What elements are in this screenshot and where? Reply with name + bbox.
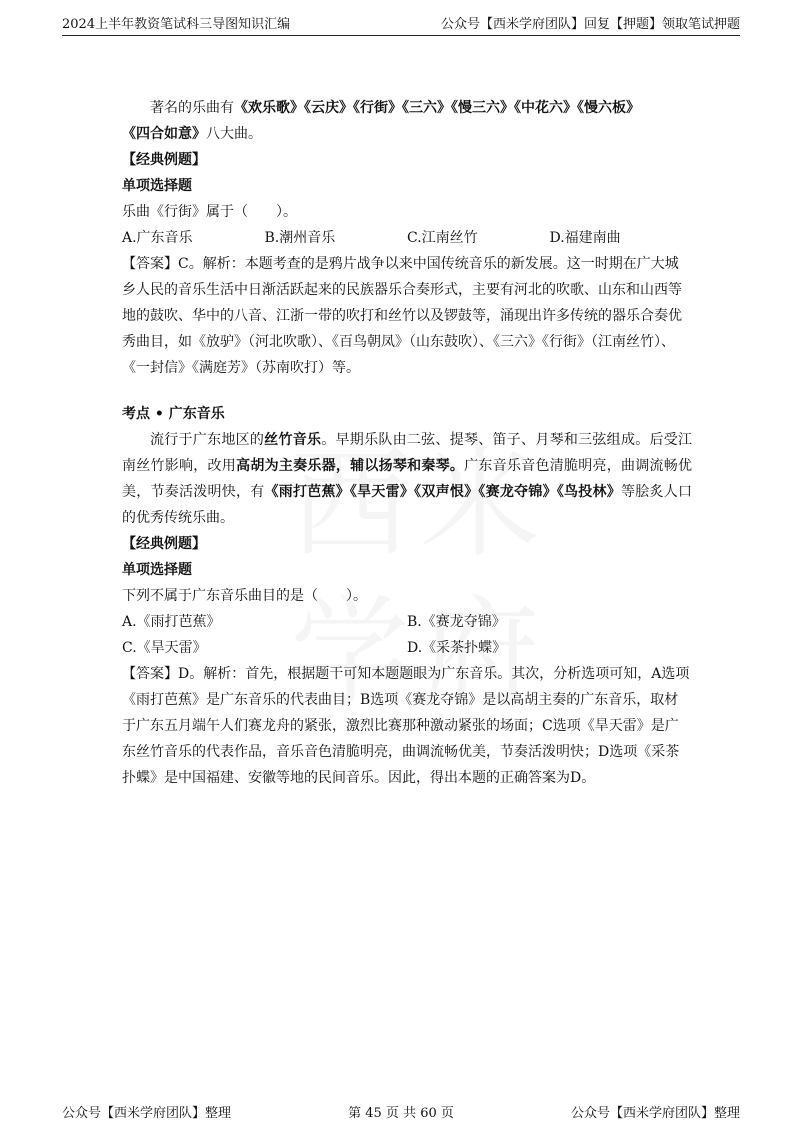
example-label-1: 【经典例题】 <box>122 152 206 168</box>
example-label-2: 【经典例题】 <box>122 536 206 552</box>
option-a: A.广东音乐 <box>122 230 193 246</box>
famous-works-paragraph-cont: 《四合如意》八大曲。 <box>122 126 262 142</box>
page-footer <box>62 1102 740 1121</box>
page-header <box>62 10 740 36</box>
question-type-label-1: 单项选择题 <box>122 178 192 194</box>
question-type-label-2: 单项选择题 <box>122 562 192 578</box>
options-2-row1 <box>122 609 692 635</box>
option-a: A.《雨打芭蕉》 <box>122 614 221 630</box>
option-b: B.《赛龙夺锦》 <box>407 614 506 630</box>
footer-right: 公众号【西米学府团队】整理 <box>570 1106 740 1121</box>
options-2-row2 <box>122 635 692 661</box>
options-1 <box>122 225 692 251</box>
option-c: C.《旱天雷》 <box>122 640 207 656</box>
question-2: 下列不属于广东音乐曲目的是（ ）。 <box>122 588 367 604</box>
header-title: 2024上半年教资笔试科三导图知识汇编 <box>62 17 291 32</box>
answer-2: 【答案】D。解析：首先，根据题干可知本题题眼为广东音乐。其次，分析选项可知，A选项《雨打芭蕉》是广东音乐的代表曲目；B选项《赛龙夺锦》是以高胡主奏的广东音乐，取材于广东五月端午人们赛龙舟的紧张，激烈比赛那种激动紧张的场面；C选项《旱天雷》是广东丝竹音乐的代表作品，音乐音色清脆明亮，曲调流畅优美，节奏活泼明快；D选项《采茶扑蝶》是中国福建、安徽等地的民间音乐。因此，得出本题的正确答案为D。 <box>122 666 690 786</box>
page-content <box>122 95 692 791</box>
option-d: D.福建南曲 <box>549 230 621 246</box>
option-d: D.《采茶扑蝶》 <box>407 640 507 656</box>
guangdong-paragraph: 流行于广东地区的丝竹音乐。早期乐队由二弦、提琴、笛子、月琴和三弦组成。后受江南丝竹影响，改用高胡为主奏乐器，辅以扬琴和秦琴。广东音乐音色清脆明亮，曲调流畅优美，节奏活泼明快，有《雨打芭蕉》《旱天雷》《双声恨》《赛龙夺锦》《鸟投林》等脍炙人口的优秀传统乐曲。 <box>122 432 693 526</box>
option-b: B.潮州音乐 <box>264 230 336 246</box>
header-promo: 公众号【西米学府团队】回复【押题】领取笔试押题 <box>440 17 740 32</box>
footer-left: 公众号【西米学府团队】整理 <box>62 1106 232 1121</box>
page-number: 第 45 页 共 60 页 <box>348 1106 454 1121</box>
famous-works-paragraph: 著名的乐曲有《欢乐歌》《云庆》《行街》《三六》《慢三六》《中花六》《慢六板》 <box>150 100 640 116</box>
answer-1: 【答案】C。解析：本题考查的是鸦片战争以来中国传统音乐的新发展。这一时期在广大城乡人民的音乐生活中日渐活跃起来的民族器乐合奏形式，主要有河北的吹歌、山东和山西等地的鼓吹、华中的八音、江浙一带的吹打和丝竹以及锣鼓等，涌现出许多传统的器乐合奏优秀曲目，如《放驴》（河北吹歌）、《百鸟朝凤》（山东鼓吹）、《三六》《行街》（江南丝竹）、《一封信》《满庭芳》（苏南吹打）等。 <box>122 256 682 376</box>
question-1: 乐曲《行街》属于（ ）。 <box>122 204 297 220</box>
section-title-guangdong: 考点 • 广东音乐 <box>122 406 225 422</box>
option-c: C.江南丝竹 <box>407 230 478 246</box>
